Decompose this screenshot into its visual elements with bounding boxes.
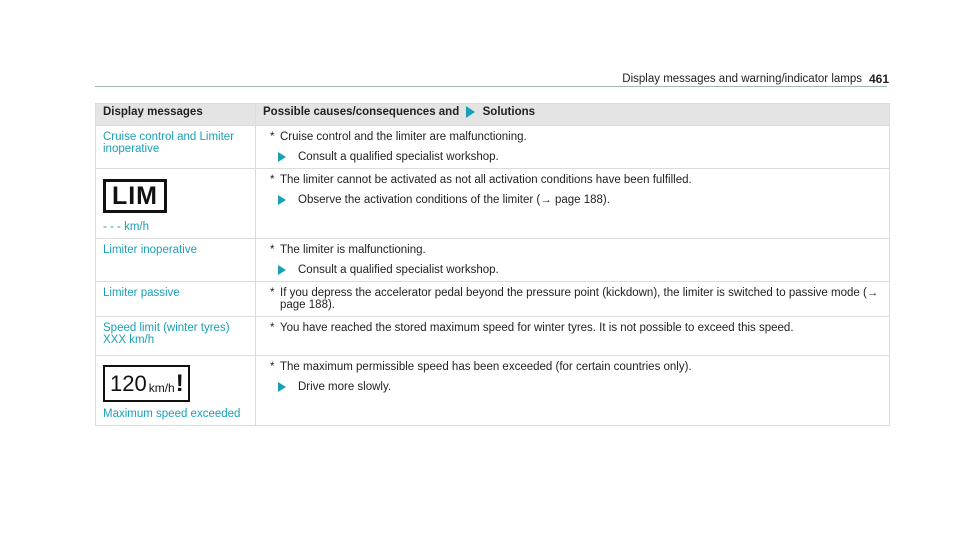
warning-exclamation-icon: ! — [175, 370, 184, 397]
message-cell — [96, 169, 256, 239]
action-text: Observe the activation conditions of the limiter (→ page 188). — [298, 194, 610, 206]
header-solutions-label: Solutions — [482, 106, 536, 119]
header-causes-label: Possible causes/consequences and — [263, 106, 460, 119]
cause-item — [270, 174, 879, 186]
action-text: Consult a qualified specialist workshop. — [298, 151, 499, 163]
cause-item — [270, 361, 879, 373]
bullet-star: * — [270, 244, 275, 256]
cause-text: The limiter is malfunctioning. — [280, 244, 426, 256]
bullet-star: * — [270, 131, 275, 143]
table-row — [96, 239, 890, 282]
speed-icon-number: 120 — [110, 371, 147, 396]
table-row — [96, 356, 890, 426]
message-cell — [96, 317, 256, 356]
table-row — [96, 317, 890, 356]
speed-icon-unit: km/h — [148, 381, 175, 395]
cause-cell — [256, 282, 890, 317]
action-item — [278, 151, 879, 163]
cause-text: The limiter cannot be activated as not all activation conditions have been fulfilled. — [280, 174, 692, 186]
cause-text: You have reached the stored maximum speed for winter tyres. It is not possible to exceed this speed. — [280, 322, 794, 334]
action-arrow-icon — [278, 195, 286, 205]
page-number: 461 — [868, 72, 889, 86]
cause-cell — [256, 169, 890, 239]
message-cell — [96, 282, 256, 317]
action-arrow-icon — [278, 265, 286, 275]
display-message: Limiter passive — [103, 287, 180, 299]
table-header-row — [96, 104, 890, 126]
cause-cell — [256, 356, 890, 426]
table-row — [96, 282, 890, 317]
display-message-line2: XXX km/h — [103, 334, 155, 346]
bullet-star: * — [270, 287, 275, 299]
cause-item — [270, 322, 879, 334]
cause-text: Cruise control and the limiter are malfunctioning. — [280, 131, 527, 143]
action-arrow-icon — [278, 382, 286, 392]
speed-limit-icon — [103, 365, 190, 402]
cause-item — [270, 244, 879, 256]
display-message: Cruise control and Limiter inoperative — [103, 131, 235, 155]
action-text: Drive more slowly. — [298, 381, 392, 393]
cause-item — [270, 131, 879, 143]
display-message: - - - km/h — [103, 221, 149, 233]
lim-icon: LIM — [103, 179, 167, 213]
cause-cell — [256, 317, 890, 356]
table-row — [96, 126, 890, 169]
bullet-star: * — [270, 174, 275, 186]
bullet-star: * — [270, 361, 275, 373]
cause-item — [270, 287, 879, 311]
header-divider — [95, 86, 887, 87]
cause-text: The maximum permissible speed has been exceeded (for certain countries only). — [280, 361, 692, 373]
bullet-star: * — [270, 322, 275, 334]
action-item — [278, 381, 879, 393]
action-arrow-icon — [278, 152, 286, 162]
message-cell — [96, 126, 256, 169]
column-header-causes — [256, 104, 890, 126]
display-message: Limiter inoperative — [103, 244, 197, 256]
cause-text: If you depress the accelerator pedal beyond the pressure point (kickdown), the limiter is switched to passive mode (→ page 188). — [280, 287, 879, 311]
message-cell — [96, 356, 256, 426]
action-text: Consult a qualified specialist workshop. — [298, 264, 499, 276]
page-header-title: Display messages and warning/indicator lamps — [622, 73, 862, 85]
cause-cell — [256, 126, 890, 169]
display-message: Maximum speed exceeded — [103, 408, 241, 420]
column-header-messages: Display messages — [96, 104, 256, 126]
action-item — [278, 194, 879, 206]
arrow-right-icon — [466, 106, 475, 118]
table-row — [96, 169, 890, 239]
message-cell — [96, 239, 256, 282]
cause-cell — [256, 239, 890, 282]
display-messages-table — [95, 103, 890, 426]
display-message-line1: Speed limit (winter tyres) — [103, 322, 230, 334]
action-item — [278, 264, 879, 276]
